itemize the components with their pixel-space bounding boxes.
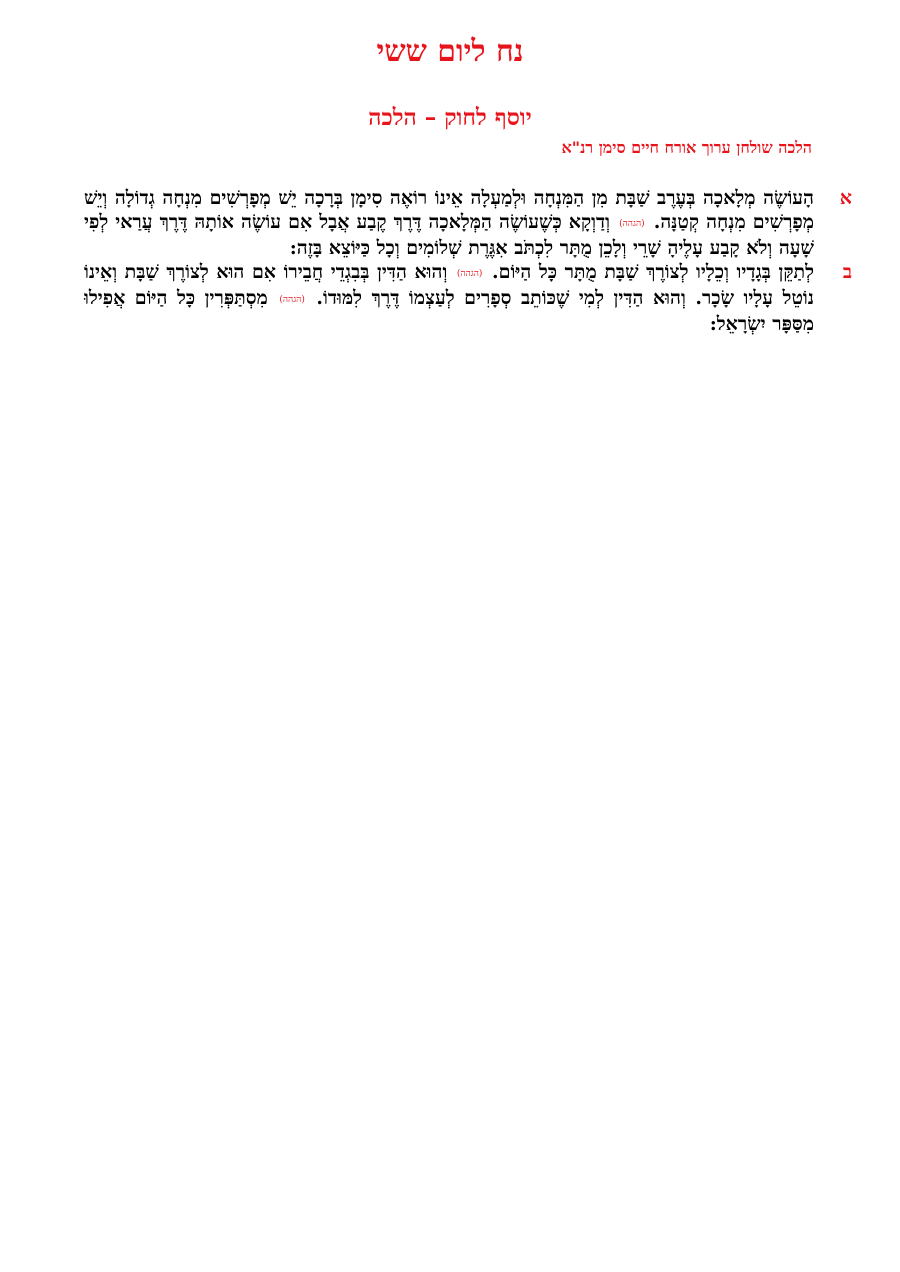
seif-2-text-part2: וְהוּא הַדִּין בְּבִגְדֵי חֲבֵירוֹ אִם הוּא לְצוֹרֶךְ שַׁבָּת וְאֵינוֹ נוֹטֵל עָלָיו שָׂכָר. וְהוּא הַדִּין לְמִי שֶׁכּוֹתֵב סְפָרִים לְעַצְמוֹ דֶּרֶךְ לִמּוּדוֹ. bbox=[84, 261, 814, 309]
seif-1-mark: א bbox=[839, 187, 852, 209]
seif-1 bbox=[84, 186, 852, 260]
hagah-label: (הגהה) bbox=[619, 219, 645, 229]
seif-1-text-part1: הָעוֹשֶׂה מְלָאכָה בְּעֶרֶב שַׁבָּת מִן הַמִּנְחָה וּלְמַעְלָה אֵינוֹ רוֹאֶה סִימָן בְּרָכָה יֵשׁ מְפָרְשִׁים מִנְחָה גְדוֹלָה וְיֵשׁ מְפָרְשִׁים מִנְחָה קְטַנָּה. bbox=[84, 187, 815, 233]
seif-1-text-part2: וְדַוְקָא כְּשֶׁעוֹשֶׂה הַמְּלָאכָה דֶּרֶךְ קֶבַע אֲבָל אִם עוֹשֶׂה אוֹתָהּ דֶּרֶךְ עֲרַאי לְפִי שָׁעָה וְלֹא קָבַע עָלֶיהָ שָׁרֵי וְלָכֵן מֻתָּר לִכְתֹּב אִגֶּרֶת שְׁלוֹמִים וְכָל כַּיּוֹצֵא בָּזֶה: bbox=[84, 211, 814, 259]
page-subtitle: יוסף לחוק – הלכה bbox=[368, 104, 532, 131]
halacha-body bbox=[84, 186, 852, 336]
seif-2-text-part3: מִסְתַּפְּרִין כָּל הַיּוֹם אֲפִילוּ מִסַּפָּר יִשְׂרָאֵל: bbox=[84, 287, 814, 335]
page-title: נח ליום ששי bbox=[376, 34, 524, 69]
seif-2 bbox=[84, 260, 852, 336]
source-reference: הלכה שולחן ערוך אורח חיים סימן רנ"א bbox=[561, 138, 812, 157]
hagah-label: (הגהה) bbox=[456, 269, 483, 279]
hagah-label: (הגהה) bbox=[279, 295, 305, 305]
seif-2-text-part1: לְתַקֵּן בְּגָדָיו וְכֵלָיו לְצוֹרֶךְ שַׁבָּת מֻתָּר כָּל הַיּוֹם. bbox=[492, 261, 814, 283]
seif-2-mark: ב bbox=[842, 261, 852, 283]
